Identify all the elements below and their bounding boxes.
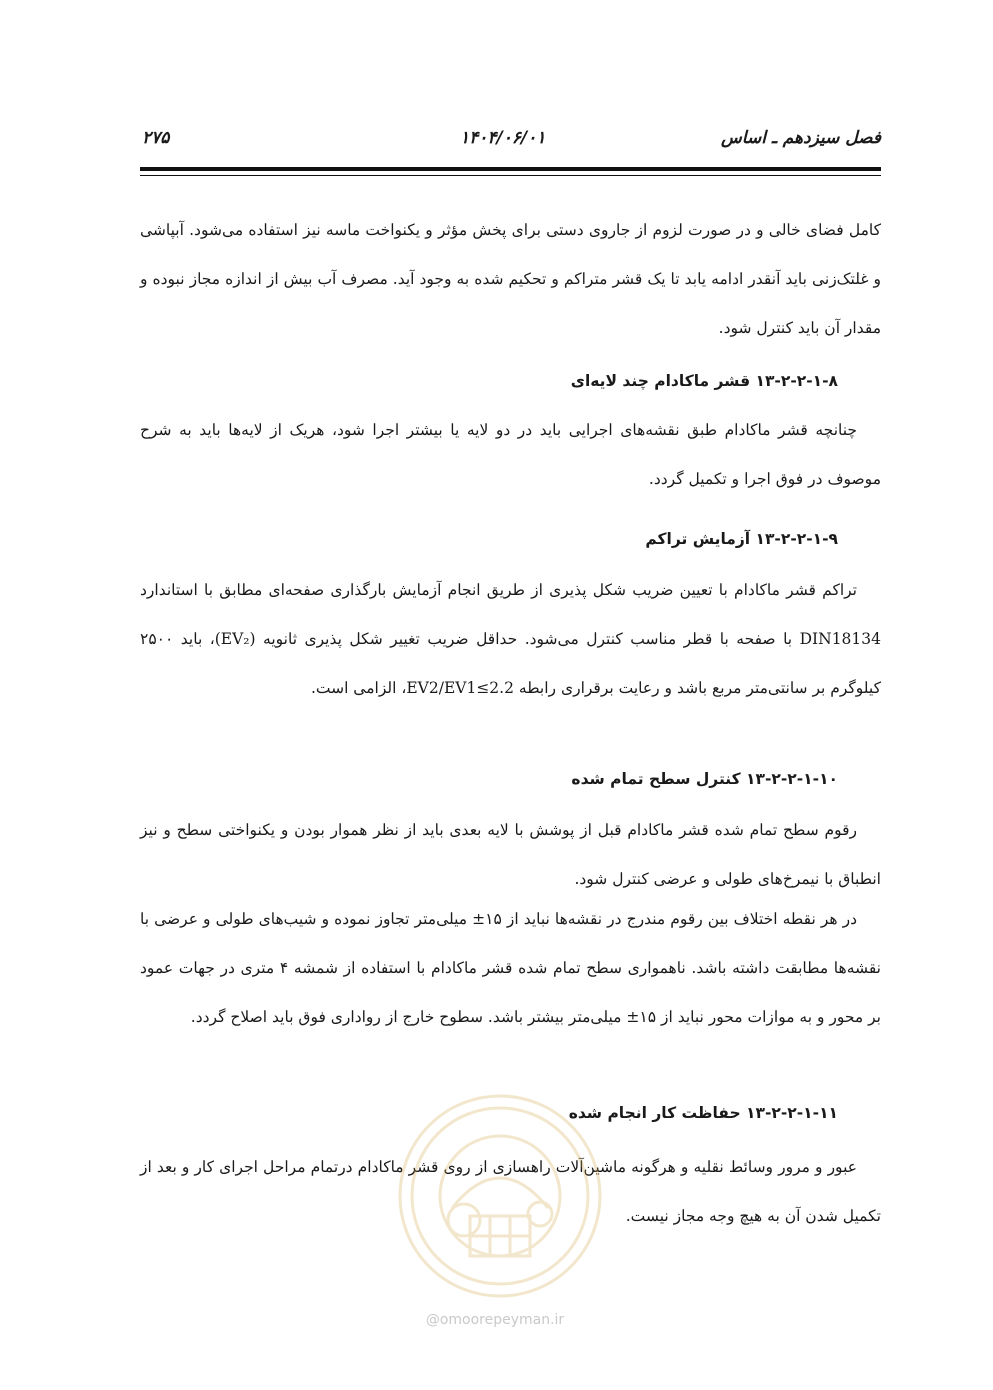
section-heading-11: ۱۳-۲-۲-۱-۱۱ حفاظت کار انجام شده (568, 1104, 838, 1122)
chapter-title: فصل سیزدهم ـ اساس (721, 128, 881, 148)
section-heading-9: ۱۳-۲-۲-۱-۹ آزمایش تراکم (645, 530, 838, 548)
paragraph-intro: کامل فضای خالی و در صورت لزوم از جاروی دستی برای پخش مؤثر و یکنواخت ماسه نیز استفاده می‌شود. آبپاشی و غلتک‌زنی باید آنقدر ادامه یابد تا یک قشر متراکم و تحکیم شده به وجود آید. مصرف آب بیش از اندازه مجاز نبوده و مقدار آن باید کنترل شود. (140, 221, 881, 337)
paragraph-section-9: تراکم قشر ماکادام با تعیین ضریب شکل پذیری از طریق انجام آزمایش بارگذاری صفحه‌ای مطابق با استاندارد DIN18134 با صفحه با قطر مناسب کنترل می‌شود. حداقل ضریب تغییر شکل پذیری ثانویه (EV₂)، باید ۲۵۰۰ کیلوگرم بر سانتی‌متر مربع باشد و رعایت برقراری رابطه EV2/EV1≤2.2، الزامی است. (140, 581, 881, 697)
page-header (140, 128, 881, 162)
paragraph-section-11: عبور و مرور وسائط نقلیه و هرگونه ماشین‌آلات راهسازی از روی قشر ماکادام درتمام مراحل اجرای کار و بعد از تکمیل شدن آن به هیچ وجه مجاز نیست. (140, 1158, 881, 1225)
watermark-seal-icon (392, 1088, 608, 1304)
paragraph-section-10a: رقوم سطح تمام شده قشر ماکادام قبل از پوشش با لایه بعدی باید از نظر هموار بودن و یکنواختی سطح و نیز انطباق با نیمرخ‌های طولی و عرضی کنترل شود. (140, 821, 881, 888)
paragraph-section-10b: در هر نقطه اختلاف بین رقوم مندرج در نقشه‌ها نباید از ۱۵± میلی‌متر تجاوز نموده و شیب‌های طولی و عرضی با نقشه‌ها مطابقت داشته باشد. ناهمواری سطح تمام شده قشر ماکادام با استفاده از شمشه ۴ متری در جهات عمود بر محور و به موازات محور نباید از ۱۵± میلی‌متر بیشتر باشد. سطوح خارج از رواداری فوق باید اصلاح گردد. (140, 910, 881, 1026)
watermark-url: @omoorepeyman.ir (425, 1312, 565, 1328)
paragraph-section-8: چنانچه قشر ماکادام طبق نقشه‌های اجرایی باید در دو لایه یا بیشتر اجرا شود، هریک از لایه‌ها باید به شرح موصوف در فوق اجرا و تکمیل گردد. (140, 421, 881, 488)
header-rule-thick (140, 167, 881, 171)
header-rule-thin (140, 175, 881, 176)
header-date: ۱۴۰۴/۰۶/۰۱ (460, 128, 546, 148)
page-number: ۲۷۵ (142, 128, 170, 148)
section-heading-8: ۱۳-۲-۲-۱-۸ قشر ماکادام چند لایه‌ای (570, 372, 838, 390)
section-heading-10: ۱۳-۲-۲-۱-۱۰ کنترل سطح تمام شده (571, 770, 838, 788)
